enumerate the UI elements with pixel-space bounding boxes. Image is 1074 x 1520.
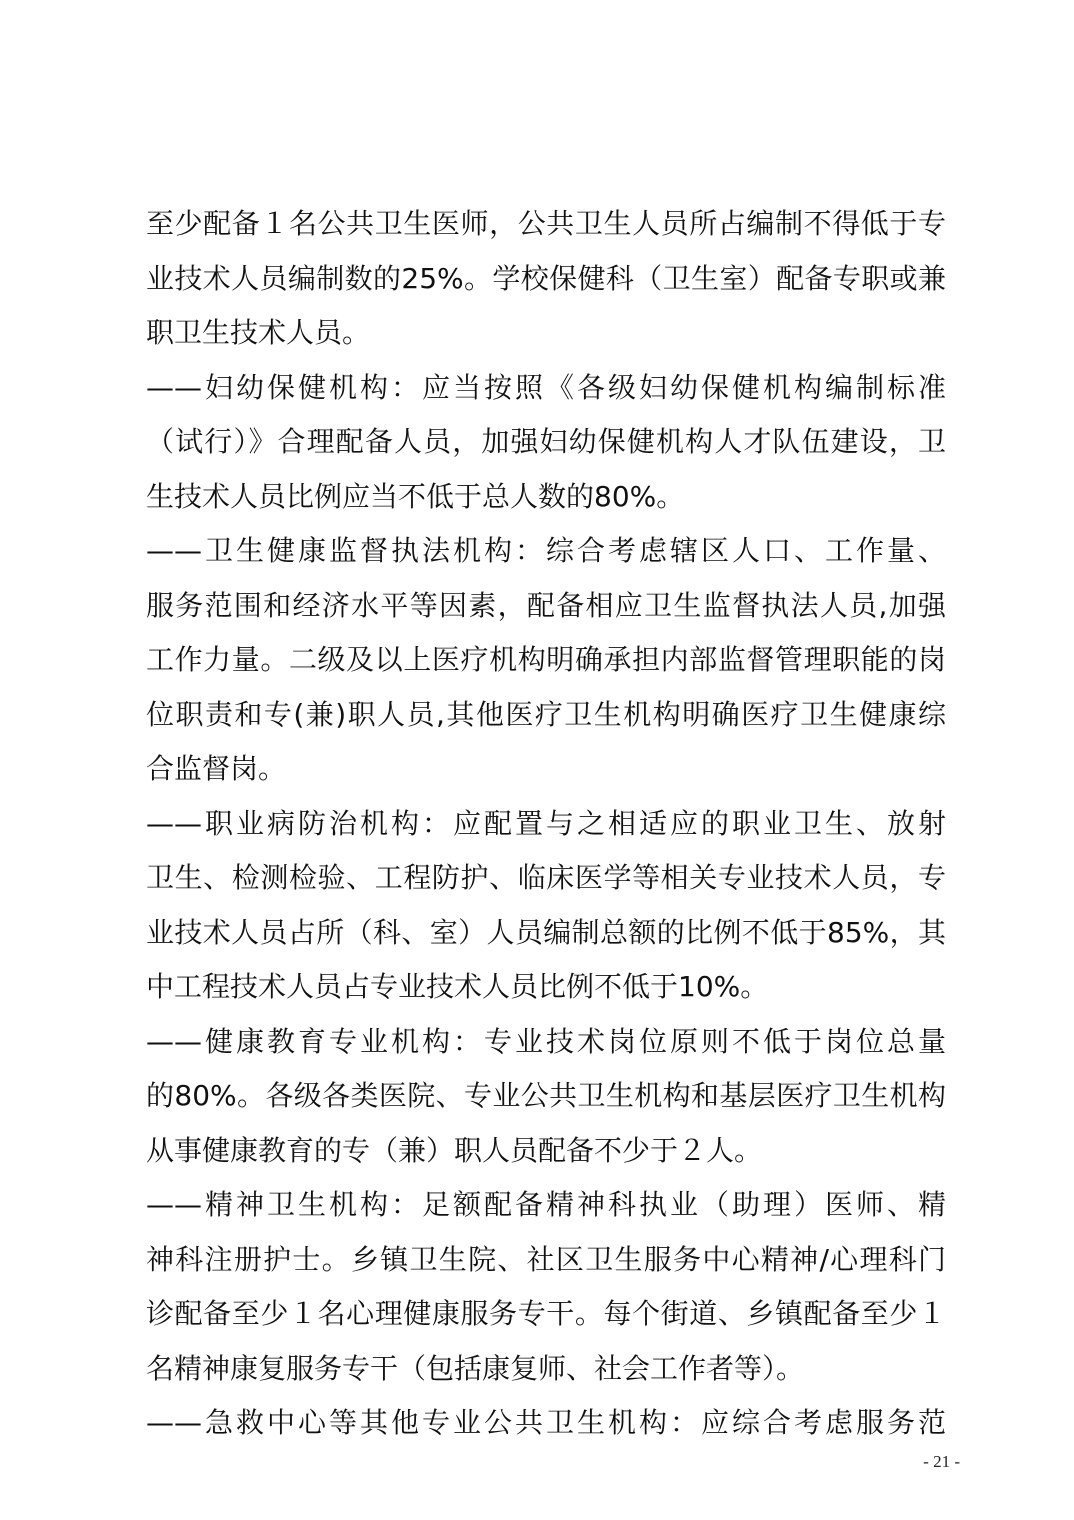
text-line: 卫生、检测检验、工程防护、临床医学等相关专业技术人员，专 xyxy=(146,861,946,894)
text-line: 诊配备至少１名心理健康服务专干。每个街道、乡镇配备至少１ xyxy=(146,1297,946,1330)
text-line: 中工程技术人员占专业技术人员比例不低于10%。 xyxy=(146,970,769,1003)
text-line: ——职业病防治机构：应配置与之相适应的职业卫生、放射 xyxy=(146,806,946,840)
text-line: 职卫生技术人员。 xyxy=(146,316,371,349)
text-line: 工作力量。二级及以上医疗机构明确承担内部监督管理职能的岗 xyxy=(146,643,946,676)
body-text xyxy=(146,197,946,1451)
text-line: 服务范围和经济水平等因素，配备相应卫生监督执法人员,加强 xyxy=(146,588,946,622)
text-line: 至少配备１名公共卫生医师，公共卫生人员所占编制不得低于专 xyxy=(146,207,946,240)
text-line: ——急救中心等其他专业公共卫生机构：应综合考虑服务范 xyxy=(146,1406,946,1439)
text-line: 从事健康教育的专（兼）职人员配备不少于２人。 xyxy=(146,1133,763,1167)
text-line: ——卫生健康监督执法机构：综合考虑辖区人口、工作量、 xyxy=(146,534,946,567)
text-line: 生技术人员比例应当不低于总人数的80%。 xyxy=(146,479,685,513)
text-line: 合监督岗。 xyxy=(146,752,287,785)
text-line: ——健康教育专业机构：专业技术岗位原则不低于岗位总量 xyxy=(146,1024,946,1058)
text-line: 业技术人员编制数的25%。学校保健科（卫生室）配备专职或兼 xyxy=(146,261,946,295)
text-line: 神科注册护士。乡镇卫生院、社区卫生服务中心精神/心理科门 xyxy=(146,1242,946,1276)
text-line: 的80%。各级各类医院、专业公共卫生机构和基层医疗卫生机构 xyxy=(146,1079,946,1112)
text-line: （试行）》合理配备人员，加强妇幼保健机构人才队伍建设，卫 xyxy=(146,425,946,458)
text-line: 业技术人员占所（科、室）人员编制总额的比例不低于85%，其 xyxy=(146,915,946,949)
text-line: ——精神卫生机构：足额配备精神科执业（助理）医师、精 xyxy=(146,1188,946,1221)
text-line: ——妇幼保健机构：应当按照《各级妇幼保健机构编制标准 xyxy=(146,370,946,404)
text-line: 名精神康复服务专干（包括康复师、社会工作者等）。 xyxy=(146,1351,805,1385)
page-number: - 21 - xyxy=(923,1452,960,1471)
text-line: 位职责和专(兼)职人员,其他医疗卫生机构明确医疗卫生健康综 xyxy=(146,697,946,731)
